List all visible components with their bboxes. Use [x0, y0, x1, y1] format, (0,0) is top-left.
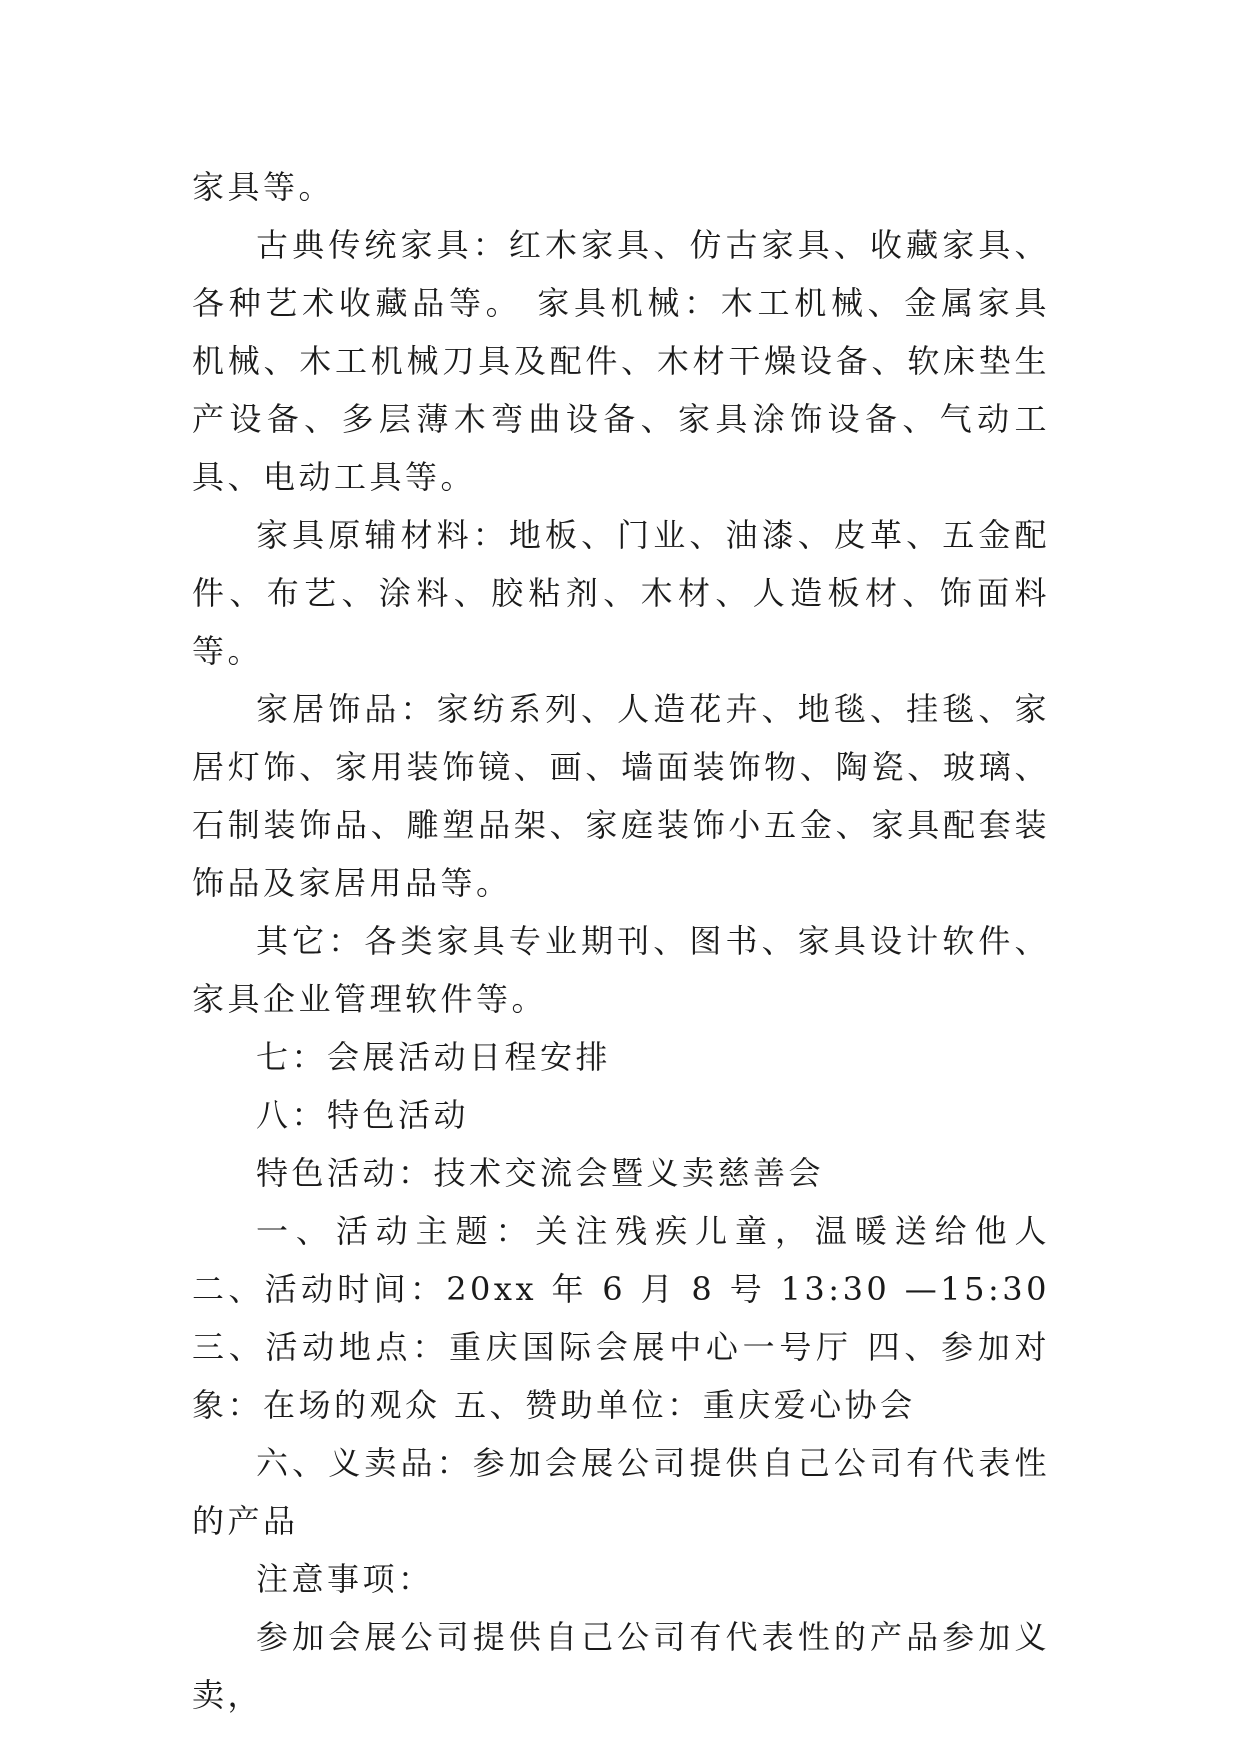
- document-body: [192, 158, 1050, 1724]
- paragraph-featured-activity: 特色活动：技术交流会暨义卖慈善会: [256, 1154, 825, 1192]
- paragraph-home-decor: 家居饰品：家纺系列、人造花卉、地毯、挂毯、家居灯饰、家用装饰镜、画、墙面装饰物、陶瓷、玻璃、石制装饰品、雕塑品架、家庭装饰小五金、家具配套装饰品及家居用品等。: [192, 690, 1050, 902]
- paragraph-classical-furniture: 古典传统家具：红木家具、仿古家具、收藏家具、各种艺术收藏品等。 家具机械：木工机械、金属家具机械、木工机械刀具及配件、木材干燥设备、软床垫生产设备、多层薄木弯曲设备、家具涂饰设备、气动工具、电动工具等。: [192, 226, 1050, 496]
- paragraph-notes-heading: 注意事项：: [256, 1560, 434, 1598]
- section-heading-eight: 八：特色活动: [256, 1096, 470, 1134]
- paragraph-raw-materials: 家具原辅材料：地板、门业、油漆、皮革、五金配件、布艺、涂料、胶粘剂、木材、人造板材、饰面料等。: [192, 516, 1050, 670]
- paragraph-charity-items: 六、义卖品：参加会展公司提供自己公司有代表性的产品: [192, 1444, 1050, 1540]
- paragraph-other: 其它：各类家具专业期刊、图书、家具设计软件、家具企业管理软件等。: [192, 922, 1050, 1018]
- paragraph-activity-details: 一、活动主题：关注残疾儿童，温暖送给他人 二、活动时间：20xx 年 6 月 8 号 13:30 —15:30 三、活动地点：重庆国际会展中心一号厅 四、参加对象：在场的观众 五、赞助单位：重庆爱心协会: [192, 1212, 1050, 1424]
- paragraph-continuation: 家具等。: [192, 168, 335, 206]
- paragraph-notes-body: 参加会展公司提供自己公司有代表性的产品参加义卖，: [192, 1618, 1050, 1714]
- section-heading-seven: 七：会展活动日程安排: [256, 1038, 612, 1076]
